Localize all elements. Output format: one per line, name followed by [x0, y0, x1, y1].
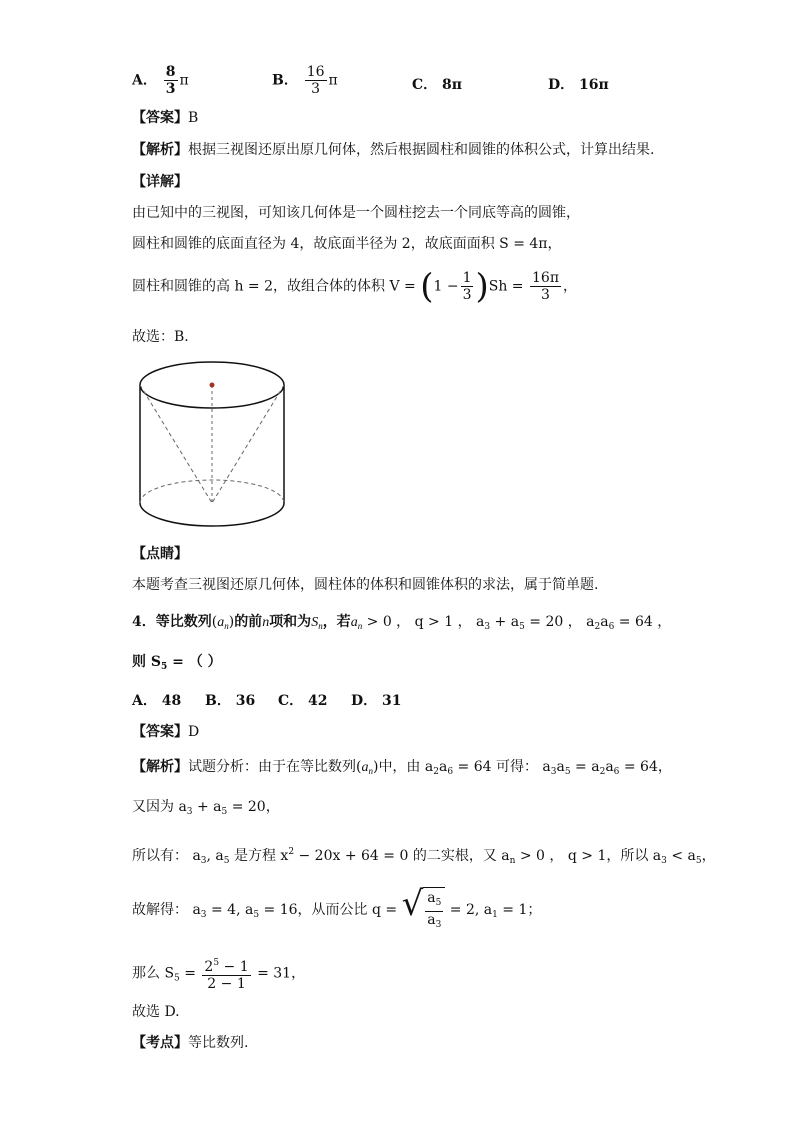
q3-option-a [132, 64, 189, 97]
q3-detail-tag: 【详解】 [132, 174, 188, 190]
q3-detail-line-3 [132, 266, 578, 307]
text: = 20 ， a [524, 614, 595, 630]
analysis-tag: 【解析】 [132, 142, 188, 158]
text: − 20x + 64 = 0 的二实根，又 a [294, 848, 510, 864]
text: = 1； [497, 902, 542, 918]
q4-option-a: A． 48 [132, 693, 182, 709]
answer-value: D [188, 724, 200, 740]
text: Sh = [488, 278, 528, 295]
q4-answer [132, 722, 199, 742]
text: = 20， [227, 799, 280, 815]
q4-analysis-line-2: 又因为 $a_3 + a_5 = 20$， [132, 799, 280, 817]
q3-option-b-label: B． [272, 72, 298, 89]
sub: 5 [519, 622, 525, 632]
text: ，若 [322, 614, 351, 630]
text: + a [192, 799, 222, 815]
answer-value: B [188, 110, 199, 126]
q4-analysis-line-3: 所以有： $a_3$, $a_5$ 是方程 $x^2 - 20x + 64 = 0$ 的二实根，又 $a_n > 0$ ， q > 1，所以 $a_3 < a_5$， [132, 847, 716, 866]
text: = 2, a [445, 902, 493, 918]
kaodian-text: 等比数列. [188, 1035, 249, 1051]
text: 是方程 x [229, 848, 289, 864]
text: a [438, 759, 448, 775]
frac-num: 16 [306, 64, 325, 80]
text: 所以有： a [132, 848, 201, 864]
sub: 6 [608, 622, 615, 632]
text: a [556, 759, 565, 775]
text: = 64， [619, 759, 672, 775]
answer-tag: 【答案】 [132, 110, 188, 126]
text: = a [570, 759, 600, 775]
sub: 3 [484, 622, 491, 632]
q3-comment [132, 544, 188, 564]
text: 那么 S [132, 965, 175, 982]
text: > 0 ， q > 1，所以 a [515, 848, 662, 864]
fraction [305, 64, 327, 97]
text: 则 S [132, 654, 161, 670]
sqrt: √ $\frac{a_5}{a_3}$ [402, 887, 446, 933]
q3-detail-line-1: 由已知中的三视图，可知该几何体是一个圆柱挖去一个同底等高的圆锥， [132, 205, 580, 221]
comment-tag: 【点睛】 [132, 546, 188, 562]
q3-option-d: D． 16π [548, 77, 609, 93]
text: 故解得： a [132, 902, 201, 918]
text: ， [701, 848, 716, 864]
fraction [461, 270, 474, 303]
frac-num: 1 [462, 270, 472, 286]
unit: π [179, 72, 189, 89]
cone-right-edge [212, 385, 284, 503]
q3-analysis [132, 140, 654, 160]
cylinder-bottom-front [140, 503, 284, 526]
paren-right: ) [475, 266, 489, 307]
frac-den: 3 [165, 81, 176, 97]
text: 4．等比数列 [132, 614, 212, 630]
fraction [530, 270, 561, 303]
q4-conclusion: 故选 D. [132, 1004, 180, 1020]
text: − 1 [219, 959, 249, 975]
frac-den: 3 [311, 81, 321, 97]
q4-analysis-line-1: 【解析】试题分析：由于在等比数列$(a_n)$中，由 $a_2a_6 = 64$ 可得： $a_3a_5 = a_2a_6 = 64$， [132, 759, 672, 777]
text: , a [206, 848, 224, 864]
text: 中，由 a [378, 759, 434, 775]
sub: 2 [594, 622, 601, 632]
q4-option-b: B． 36 [205, 693, 256, 709]
text: = 31， [252, 965, 306, 982]
frac-num: 8 [165, 64, 176, 80]
frac-den: 2 − 1 [207, 976, 246, 992]
cylinder-figure [132, 358, 292, 533]
text: 1 − [433, 278, 459, 295]
text: = 4, a [206, 902, 254, 918]
text: = 64 可得： a [453, 759, 551, 775]
q4-stem-line-2 [132, 652, 222, 677]
q3-option-c: C． 8π [412, 77, 463, 93]
frac-den: 3 [462, 287, 472, 303]
text: > 0 ， q > 1 ， a [362, 614, 485, 630]
q4-analysis-line-5: 那么 $S_5$ = $\frac{2^5 - 1}{2 - 1}$ = 31， [132, 955, 305, 992]
q4-option-d: D． 31 [351, 693, 402, 709]
q3-option-b [272, 64, 338, 97]
kaodian-tag: 【考点】 [132, 1035, 188, 1051]
q3-option-a-label: A． [132, 72, 157, 89]
text: 2 [204, 959, 214, 975]
text: 圆柱和圆锥的高 h = 2，故组合体的体积 V = [132, 278, 421, 295]
text: = （ ） [167, 654, 222, 670]
text: = 16，从而公比 q = [259, 902, 402, 918]
frac-den: 3 [541, 287, 550, 303]
q3-detail-line-2: 圆柱和圆锥的底面直径为 4，故底面半径为 2，故底面面积 S = 4π， [132, 236, 562, 252]
sub: n [368, 766, 373, 776]
sub: 5 [160, 662, 168, 672]
text: 试题分析：由于在等比数列 [188, 759, 356, 775]
seq-sub: n [224, 621, 229, 631]
text: < a [666, 848, 696, 864]
q4-analysis-line-4: 故解得： $a_3 = 4$, $a_5 = 16$，从而公比 q = √ $\frac{a_5}{a_3}$ = 2, $a_1 = 1$； [132, 887, 541, 933]
q4-option-c: C． 42 [278, 693, 328, 709]
cone-left-edge [140, 385, 212, 503]
paren-left: ( [420, 266, 434, 307]
fraction [164, 64, 178, 97]
answer-tag: 【答案】 [132, 724, 188, 740]
q3-conclusion: 故选：B. [132, 329, 189, 345]
q3-answer [132, 108, 198, 128]
q4-kaodian [132, 1033, 248, 1053]
text: = 64 ， [614, 614, 672, 630]
top-center-point [210, 383, 215, 388]
text: a [605, 759, 614, 775]
text: ， [563, 278, 578, 295]
unit: π [328, 72, 338, 89]
text: a [600, 614, 609, 630]
seq-a: a [361, 760, 369, 775]
frac-num: 16π [532, 270, 560, 286]
text: 项和为 [269, 614, 312, 630]
text: 又因为 a [132, 799, 187, 815]
q4-stem-line-1: 4．等比数列$(a_n)$的前n项和为$S_n$，若$a_n > 0$ ， q > 1 ， $a_3 + a_5 = 20$ ， $a_2a_6 = 64$ ， [132, 614, 672, 632]
text: 的前 [234, 614, 263, 630]
text: + a [490, 614, 520, 630]
analysis-text: 根据三视图还原出原几何体，然后根据圆柱和圆锥的体积公式，计算出结果. [188, 142, 655, 158]
fraction [202, 955, 250, 992]
sup: 5 [213, 958, 220, 968]
q3-comment-text: 本题考查三视图还原几何体，圆柱体的体积和圆锥体积的求法，属于简单题. [132, 577, 599, 593]
seq-a: a [217, 615, 225, 630]
analysis-tag: 【解析】 [132, 759, 188, 775]
